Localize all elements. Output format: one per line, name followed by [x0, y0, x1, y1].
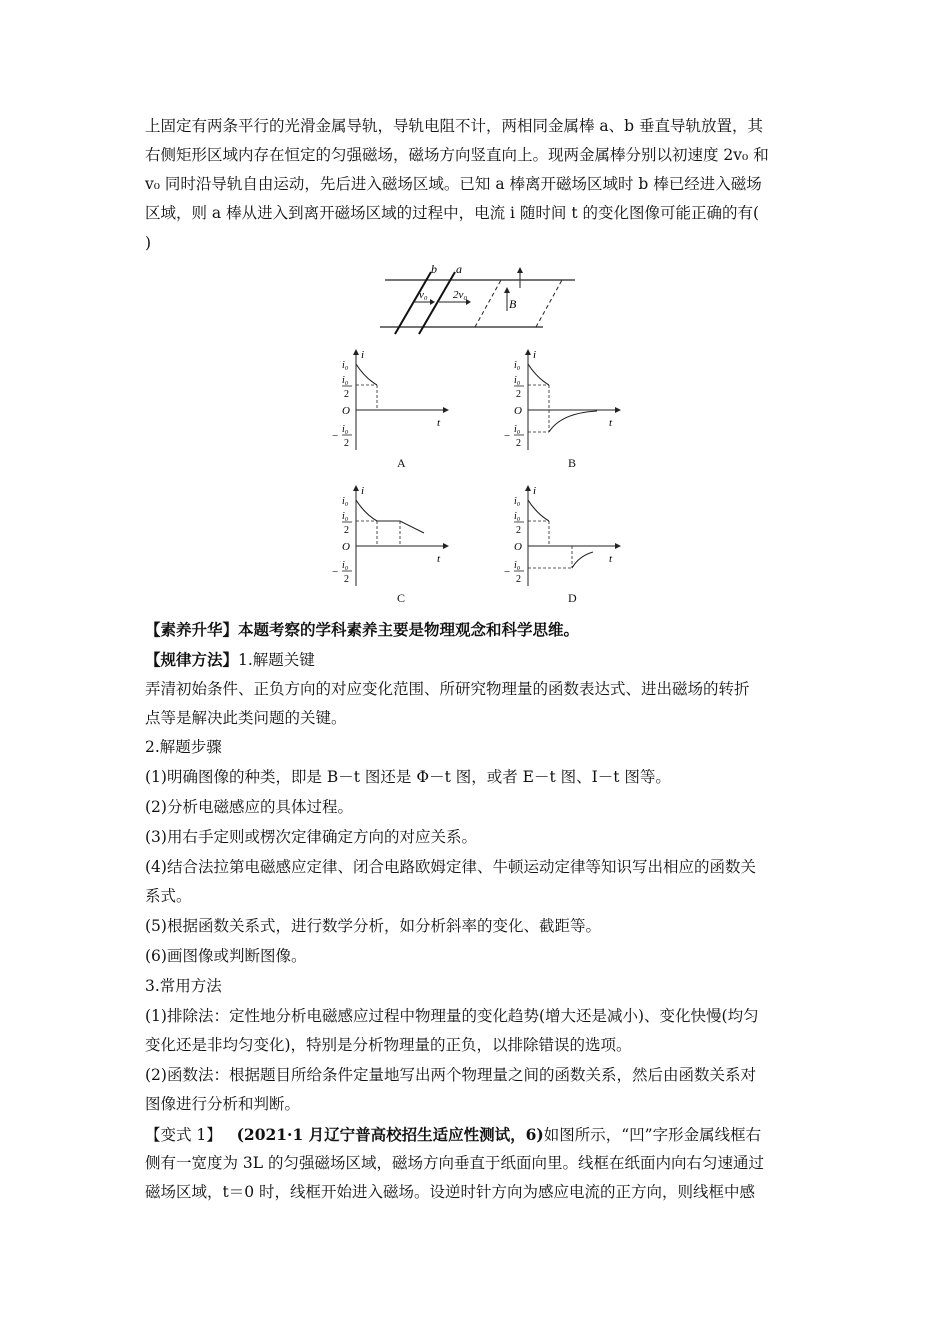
half-i0-den: 2	[344, 389, 349, 400]
i-axis-label: i	[361, 349, 365, 361]
variant-line-2: 侧有一宽度为 3L 的匀强磁场区域，磁场方向垂直于纸面向里。线框在纸面内向右匀速通过	[145, 1154, 765, 1172]
t-axis-head	[615, 543, 621, 549]
t-axis-label: t	[437, 553, 441, 565]
graph-b	[497, 346, 627, 458]
step-5: (5)根据函数关系式，进行数学分析，如分析斜率的变化、截距等。	[145, 917, 601, 935]
v0-arrow-head	[430, 299, 435, 305]
i-axis-label: i	[533, 485, 537, 497]
v0-label: v₀	[419, 289, 428, 301]
step-6: (6)画图像或判断图像。	[145, 947, 307, 965]
b-field-arrow-1-head	[504, 287, 510, 293]
origin-label: O	[514, 541, 522, 553]
neg-half-i0-num: i₀	[514, 560, 521, 571]
method-2-line-1: (2)函数法：根据题目所给条件定量地写出两个物理量之间的函数关系，然后由函数关系对	[145, 1066, 756, 1084]
neg-sign: −	[504, 566, 511, 578]
question-line-3: v₀ 同时沿导轨自由运动，先后进入磁场区域。已知 a 棒离开磁场区域时 b 棒已经进入磁场	[145, 175, 762, 193]
steps-title: 2.解题步骤	[145, 738, 222, 756]
half-i0-num: i₀	[514, 511, 521, 522]
rod-a	[419, 272, 455, 334]
variant-line-1	[145, 1120, 810, 1150]
option-a-label: A	[397, 456, 406, 470]
b-field-arrow-2-head	[517, 267, 523, 273]
t-axis-label: t	[609, 553, 613, 565]
graph-a	[325, 346, 455, 458]
i0-label: i₀	[514, 496, 521, 507]
suyang-text: 本题考察的学科素养主要是物理观念和科学思维。	[238, 620, 580, 639]
variant-line-3: 磁场区域，t＝0 时，线框开始进入磁场。设逆时针方向为感应电流的正方向，则线框中感	[145, 1183, 756, 1201]
current-curve-negative	[572, 552, 593, 568]
half-i0-num: i₀	[514, 375, 521, 386]
half-i0-den: 2	[344, 525, 349, 536]
i0-label: i₀	[342, 496, 349, 507]
variant-text-1: 如图所示，“凹”字形金属线框右	[543, 1126, 762, 1144]
graph-c	[325, 482, 455, 594]
b-field-label: B	[509, 297, 517, 311]
i0-label: i₀	[342, 360, 349, 371]
method-1-line-2: 变化还是非均匀变化)，特别是分析物理量的正负，以排除错误的选项。	[145, 1036, 632, 1054]
question-line-2: 右侧矩形区域内存在恒定的匀强磁场，磁场方向竖直向上。现两金属棒分别以初速度 2v₀ 和	[145, 146, 769, 164]
i-axis-head	[525, 349, 531, 355]
method-label: 【规律方法】	[145, 650, 239, 669]
option-b-label: B	[568, 456, 577, 470]
graph-d	[497, 482, 627, 594]
current-curve-negative	[549, 411, 597, 432]
question-line-5: )	[145, 234, 152, 252]
t-axis-head	[443, 543, 449, 549]
question-line-4: 区域，则 a 棒从进入到离开磁场区域的过程中，电流 i 随时间 t 的变化图像可能正确的有(	[145, 204, 760, 222]
2v0-label: 2v₀	[453, 289, 468, 301]
neg-sign: −	[332, 566, 339, 578]
field-right-edge	[536, 280, 562, 327]
current-curve-positive	[528, 500, 549, 521]
method-2-line-2: 图像进行分析和判断。	[145, 1095, 301, 1113]
methods-title: 3.常用方法	[145, 977, 222, 995]
neg-sign: −	[332, 430, 339, 442]
i-axis-head	[525, 485, 531, 491]
neg-half-i0-den: 2	[516, 438, 521, 449]
half-i0-num: i₀	[342, 511, 349, 522]
neg-half-i0-den: 2	[344, 438, 349, 449]
origin-label: O	[514, 405, 522, 417]
method-heading	[145, 645, 810, 675]
step-1: (1)明确图像的种类，即是 B－t 图还是 Φ－t 图，或者 E－t 图、I－t 图等。	[145, 768, 671, 786]
t-axis-head	[443, 407, 449, 413]
half-i0-num: i₀	[342, 375, 349, 386]
neg-sign: −	[504, 430, 511, 442]
variant-label: 【变式 1】	[145, 1126, 222, 1144]
variant-source: (2021·1 月辽宁普高校招生适应性测试，6)	[236, 1125, 544, 1144]
neg-half-i0-den: 2	[516, 574, 521, 585]
current-curve	[356, 364, 377, 385]
step-4-line-1: (4)结合法拉第电磁感应定律、闭合电路欧姆定律、牛顿运动定律等知识写出相应的函数关	[145, 858, 756, 876]
rail-diagram	[375, 258, 585, 338]
half-i0-den: 2	[516, 525, 521, 536]
t-axis-label: t	[437, 417, 441, 429]
neg-half-i0-num: i₀	[514, 424, 521, 435]
half-i0-den: 2	[516, 389, 521, 400]
method-1-line-1: (1)排除法：定性地分析电磁感应过程中物理量的变化趋势(增大还是减小)、变化快慢(均匀	[145, 1007, 759, 1025]
step-4-line-2: 系式。	[145, 887, 192, 905]
field-left-edge	[475, 280, 501, 327]
current-curve	[356, 500, 424, 533]
i-axis-head	[353, 349, 359, 355]
i-axis-head	[353, 485, 359, 491]
step-2: (2)分析电磁感应的具体过程。	[145, 798, 353, 816]
option-c-label: C	[397, 591, 406, 605]
rod-b	[395, 272, 431, 334]
neg-half-i0-num: i₀	[342, 560, 349, 571]
t-axis-head	[615, 407, 621, 413]
neg-half-i0-den: 2	[344, 574, 349, 585]
suyang-line	[145, 615, 810, 644]
suyang-label: 【素养升华】	[145, 620, 239, 639]
rod-b-label: b	[431, 262, 437, 276]
key-line-1: 弄清初始条件、正负方向的对应变化范围、所研究物理量的函数表达式、进出磁场的转折	[145, 680, 750, 698]
current-curve-positive	[528, 364, 549, 385]
i-axis-label: i	[361, 485, 365, 497]
i-axis-label: i	[533, 349, 537, 361]
neg-half-i0-num: i₀	[342, 424, 349, 435]
t-axis-label: t	[609, 417, 613, 429]
step-3: (3)用右手定则或楞次定律确定方向的对应关系。	[145, 828, 477, 846]
rod-a-label: a	[456, 262, 462, 276]
option-d-label: D	[568, 591, 577, 605]
origin-label: O	[342, 541, 350, 553]
key-line-2: 点等是解决此类问题的关键。	[145, 709, 347, 727]
question-line-1: 上固定有两条平行的光滑金属导轨，导轨电阻不计，两相同金属棒 a、b 垂直导轨放置，其	[145, 117, 764, 135]
method-item-1: 1.解题关键	[238, 651, 315, 669]
i0-label: i₀	[514, 360, 521, 371]
origin-label: O	[342, 405, 350, 417]
